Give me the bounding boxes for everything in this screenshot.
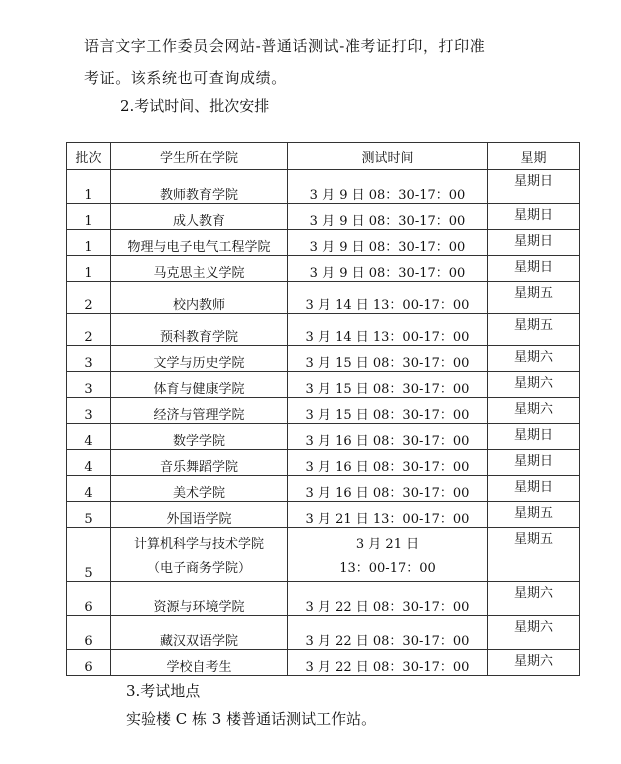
time-cell: 3 月 9 日 08：30-17：00 bbox=[288, 204, 488, 230]
table-row bbox=[67, 450, 580, 476]
header-batch: 批次 bbox=[67, 143, 111, 170]
weekday-cell: 星期五 bbox=[488, 314, 580, 346]
header-weekday: 星期 bbox=[488, 143, 580, 170]
table-row bbox=[67, 582, 580, 616]
batch-cell: 6 bbox=[67, 582, 111, 616]
intro-line-1: 语言文字工作委员会网站-普通话测试-准考证打印，打印准 bbox=[84, 37, 486, 55]
batch-cell: 4 bbox=[67, 476, 111, 502]
table-row bbox=[67, 372, 580, 398]
table-row bbox=[67, 314, 580, 346]
header-college: 学生所在学院 bbox=[111, 143, 288, 170]
time-cell: 3 月 9 日 08：30-17：00 bbox=[288, 230, 488, 256]
college-cell: 音乐舞蹈学院 bbox=[111, 450, 288, 476]
batch-cell: 4 bbox=[67, 424, 111, 450]
schedule-table-body bbox=[67, 170, 580, 676]
weekday-cell: 星期五 bbox=[488, 282, 580, 314]
location-text: 实验楼 C 栋 3 楼普通话测试工作站。 bbox=[126, 710, 377, 728]
time-cell bbox=[288, 528, 488, 582]
college-cell bbox=[111, 528, 288, 582]
weekday-cell: 星期六 bbox=[488, 372, 580, 398]
time-cell: 3 月 15 日 08：30-17：00 bbox=[288, 372, 488, 398]
batch-cell: 6 bbox=[67, 616, 111, 650]
college-line-2: （电子商务学院） bbox=[146, 561, 251, 576]
time-cell: 3 月 9 日 08：30-17：00 bbox=[288, 256, 488, 282]
schedule-table bbox=[66, 142, 580, 676]
college-cell: 外国语学院 bbox=[111, 502, 288, 528]
batch-cell: 1 bbox=[67, 204, 111, 230]
college-cell: 预科教育学院 bbox=[111, 314, 288, 346]
time-cell: 3 月 22 日 08：30-17：00 bbox=[288, 616, 488, 650]
batch-cell: 2 bbox=[67, 314, 111, 346]
table-row bbox=[67, 230, 580, 256]
batch-cell: 3 bbox=[67, 372, 111, 398]
batch-cell: 6 bbox=[67, 650, 111, 676]
time-cell: 3 月 15 日 08：30-17：00 bbox=[288, 398, 488, 424]
batch-cell: 3 bbox=[67, 398, 111, 424]
header-test-time: 测试时间 bbox=[288, 143, 488, 170]
table-row bbox=[67, 398, 580, 424]
college-cell: 文学与历史学院 bbox=[111, 346, 288, 372]
weekday-cell: 星期日 bbox=[488, 476, 580, 502]
college-cell: 资源与环境学院 bbox=[111, 582, 288, 616]
time-cell: 3 月 14 日 13：00-17：00 bbox=[288, 282, 488, 314]
college-cell: 体育与健康学院 bbox=[111, 372, 288, 398]
time-cell: 3 月 9 日 08：30-17：00 bbox=[288, 170, 488, 204]
college-cell: 物理与电子电气工程学院 bbox=[111, 230, 288, 256]
weekday-cell: 星期五 bbox=[488, 502, 580, 528]
weekday-cell: 星期六 bbox=[488, 346, 580, 372]
college-cell: 美术学院 bbox=[111, 476, 288, 502]
table-row bbox=[67, 616, 580, 650]
table-row bbox=[67, 650, 580, 676]
batch-cell: 4 bbox=[67, 450, 111, 476]
college-cell: 经济与管理学院 bbox=[111, 398, 288, 424]
weekday-cell: 星期六 bbox=[488, 650, 580, 676]
time-cell: 3 月 15 日 08：30-17：00 bbox=[288, 346, 488, 372]
time-cell: 3 月 22 日 08：30-17：00 bbox=[288, 650, 488, 676]
table-row bbox=[67, 424, 580, 450]
weekday-cell: 星期六 bbox=[488, 616, 580, 650]
batch-cell: 1 bbox=[67, 230, 111, 256]
college-cell: 数学学院 bbox=[111, 424, 288, 450]
table-row bbox=[67, 476, 580, 502]
section-3-heading: 3.考试地点 bbox=[126, 682, 201, 700]
batch-cell: 2 bbox=[67, 282, 111, 314]
weekday-cell: 星期日 bbox=[488, 256, 580, 282]
college-line-1: 计算机科学与技术学院 bbox=[133, 537, 264, 552]
weekday-cell: 星期日 bbox=[488, 450, 580, 476]
weekday-cell: 星期六 bbox=[488, 398, 580, 424]
time-cell: 3 月 21 日 13：00-17：00 bbox=[288, 502, 488, 528]
college-cell: 教师教育学院 bbox=[111, 170, 288, 204]
time-line-1: 3 月 21 日 bbox=[355, 537, 420, 552]
table-row bbox=[67, 256, 580, 282]
section-2-heading: 2.考试时间、批次安排 bbox=[120, 97, 270, 115]
weekday-cell: 星期日 bbox=[488, 170, 580, 204]
intro-line-2: 考证。该系统也可查询成绩。 bbox=[84, 69, 287, 87]
table-header-row bbox=[67, 143, 580, 170]
table-row bbox=[67, 204, 580, 230]
batch-cell: 1 bbox=[67, 256, 111, 282]
batch-cell: 1 bbox=[67, 170, 111, 204]
weekday-cell: 星期五 bbox=[488, 528, 580, 582]
time-cell: 3 月 22 日 08：30-17：00 bbox=[288, 582, 488, 616]
table-row bbox=[67, 170, 580, 204]
college-cell: 校内教师 bbox=[111, 282, 288, 314]
college-cell: 学校自考生 bbox=[111, 650, 288, 676]
table-row bbox=[67, 502, 580, 528]
time-line-2: 13：00-17：00 bbox=[339, 561, 436, 576]
time-cell: 3 月 16 日 08：30-17：00 bbox=[288, 450, 488, 476]
table-row bbox=[67, 528, 580, 582]
weekday-cell: 星期六 bbox=[488, 582, 580, 616]
weekday-cell: 星期日 bbox=[488, 230, 580, 256]
batch-cell: 5 bbox=[67, 502, 111, 528]
time-cell: 3 月 16 日 08：30-17：00 bbox=[288, 424, 488, 450]
batch-cell: 3 bbox=[67, 346, 111, 372]
weekday-cell: 星期日 bbox=[488, 424, 580, 450]
college-cell: 成人教育 bbox=[111, 204, 288, 230]
table-row bbox=[67, 282, 580, 314]
weekday-cell: 星期日 bbox=[488, 204, 580, 230]
college-cell: 藏汉双语学院 bbox=[111, 616, 288, 650]
table-row bbox=[67, 346, 580, 372]
college-cell: 马克思主义学院 bbox=[111, 256, 288, 282]
time-cell: 3 月 14 日 13：00-17：00 bbox=[288, 314, 488, 346]
batch-cell: 5 bbox=[67, 528, 111, 582]
time-cell: 3 月 16 日 08：30-17：00 bbox=[288, 476, 488, 502]
